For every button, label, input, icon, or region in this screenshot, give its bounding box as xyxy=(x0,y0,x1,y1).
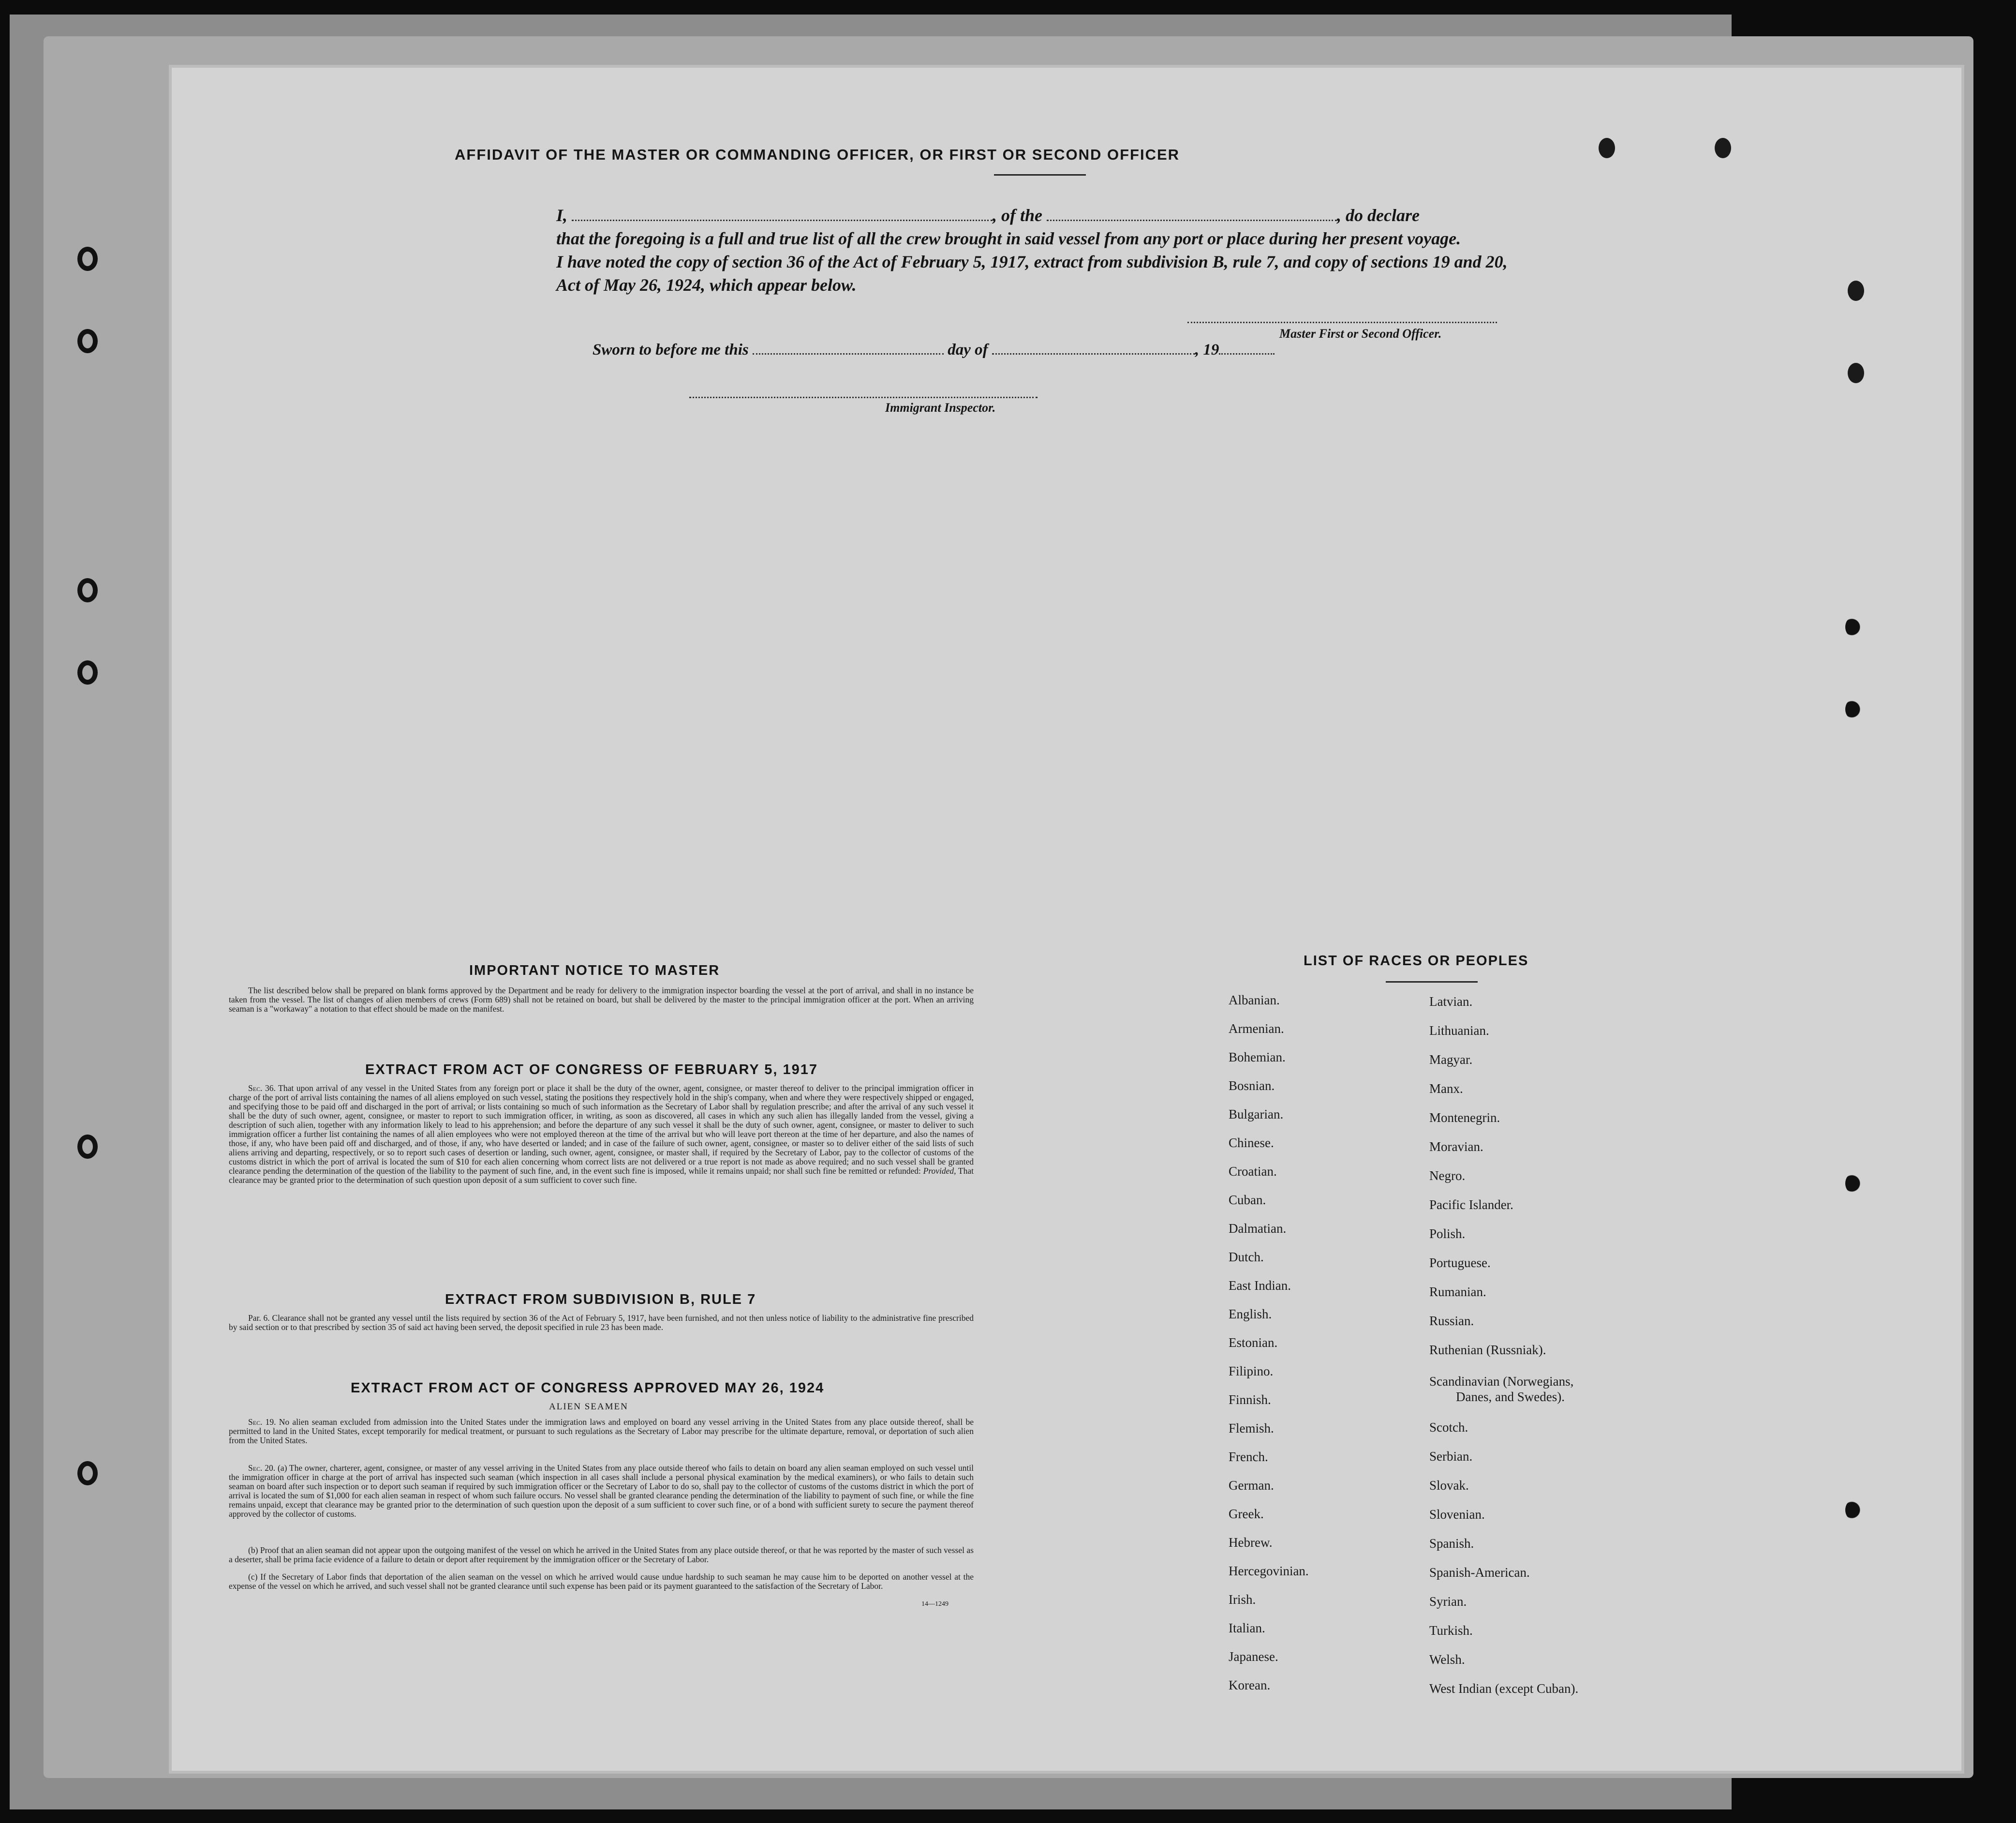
race-item: Polish. xyxy=(1429,1226,1466,1241)
race-item: Italian. xyxy=(1229,1621,1265,1635)
race-item: Croatian. xyxy=(1229,1164,1277,1179)
affidavit-line-3: I have noted the copy of section 36 of the Act of February 5, 1917, extract from subdivision B, rule 7, and copy of sections 19 and 20, xyxy=(556,252,1508,271)
extract-1924-title: EXTRACT FROM ACT OF CONGRESS APPROVED MAY 26, 1924 xyxy=(351,1380,825,1396)
sec-36-body: That upon arrival of any vessel in the United States from any foreign port or place it shall be the duty of the owner, agent, consignee, or master thereof to deliver to the principal immigration officer in charge of the port of arrival lists containing the names of all aliens employed on such vessel, stating the positions they respectively hold in the ship's company, when and where they were respectively shipped or engaged, and specifying those to be paid off and discharged in the port of arrival; or lists containing so much of such information as the Secretary of Labor shall by regulation prescribe; and after the arrival of any such vessel it shall be the duty of such owner, agent, consignee, or master to report to such immigration officer, in writing, as soon as discovered, all cases in which any such alien has illegally landed from the vessel, giving a description of such alien, together with any information likely to lead to his apprehension; and before the departure of any such vessel it shall be the duty of such owner, agent, consignee, or master to deliver to such immigration officer a further list containing the names of all alien employees who were not employed thereon at the time of the arrival but who will leave port thereon at the time of her departure, and also the names of those, if any, who have been paid off and discharged, and of those, if any, who have deserted or landed; and in case of the failure of such owner, agent, consignee, or master so to deliver either of the said lists of such aliens arriving and departing, respectively, or so to report such cases of desertion or landing, such owner, agent, consignee, or master shall, if required by the Secretary of Labor, pay to the collector of customs of the customs district in which the port of arrival is located the sum of $10 for each alien concerning whom correct lists are not delivered or a true report is not made as above required; and no such vessel shall be granted clearance pending the determination of the question of the liability to the payment of such fine, and, in the event such fine is imposed, while it remains unpaid; nor shall such fine be remitted or refunded: xyxy=(229,1083,974,1176)
sworn-line xyxy=(593,339,1275,361)
race-item: Dalmatian. xyxy=(1229,1221,1287,1236)
race-item: Hercegovinian. xyxy=(1229,1564,1309,1578)
punch-hole-top-1 xyxy=(1599,138,1615,158)
race-item: Dutch. xyxy=(1229,1250,1264,1264)
race-item: Montenegrin. xyxy=(1429,1110,1500,1125)
sworn-month-field[interactable] xyxy=(992,340,1195,355)
race-item: Spanish-American. xyxy=(1429,1565,1530,1580)
race-item: Lithuanian. xyxy=(1429,1023,1489,1038)
master-signature-caption: Master First or Second Officer. xyxy=(1279,327,1442,341)
race-item: French. xyxy=(1229,1449,1268,1464)
punch-hole-left-3 xyxy=(77,578,98,602)
punch-hole-top-2 xyxy=(1715,138,1731,158)
proviso-label: Provided, xyxy=(923,1166,956,1176)
sec-36-label: Sec. 36. xyxy=(248,1083,276,1093)
form-number: 14—1249 xyxy=(921,1600,949,1608)
sec-19-text xyxy=(229,1418,974,1445)
race-item: German. xyxy=(1229,1478,1274,1493)
race-item: Greek. xyxy=(1229,1507,1264,1521)
race-item: Chinese. xyxy=(1229,1136,1274,1150)
race-item: Estonian. xyxy=(1229,1335,1278,1350)
race-item: Portuguese. xyxy=(1429,1255,1491,1270)
extract-1917-text xyxy=(229,1084,974,1185)
extract-1917-title: EXTRACT FROM ACT OF CONGRESS OF FEBRUARY 5, 1917 xyxy=(365,1062,818,1077)
punch-hole-left-5 xyxy=(77,1135,98,1159)
races-title-rule xyxy=(1386,981,1478,983)
punch-hole-left-1 xyxy=(77,247,98,271)
race-item: Slovenian. xyxy=(1429,1507,1485,1522)
sworn-day-field[interactable] xyxy=(753,340,944,355)
race-item: East Indian. xyxy=(1229,1278,1291,1293)
punch-hole-left-4 xyxy=(77,660,98,685)
races-title: LIST OF RACES OR PEOPLES xyxy=(1304,953,1529,969)
sec-20c-text: (c) If the Secretary of Labor finds that deportation of the alien seaman on the vessel on which he arrived would cause undue hardship to such seaman he may cause him to be deported on another vessel at the expense of the vessel on which he arrived, and such vessel shall not be granted clearance until such expense has been paid or its payment guaranteed to the satisfaction of the Secretary of Labor. xyxy=(229,1572,974,1591)
race-item: Negro. xyxy=(1429,1168,1466,1183)
sworn-year-field[interactable] xyxy=(1219,340,1275,355)
race-item: Filipino. xyxy=(1229,1364,1274,1378)
race-item: Armenian. xyxy=(1229,1021,1284,1036)
race-item: Russian. xyxy=(1429,1314,1474,1328)
affidavit-line-4: Act of May 26, 1924, which appear below. xyxy=(556,275,857,295)
punch-hole-right-1 xyxy=(1848,281,1864,301)
sec-20-label: Sec. 20. xyxy=(248,1463,276,1473)
sworn-year-label: , 19 xyxy=(1195,341,1219,359)
sec-20a-body: (a) The owner, charterer, agent, consignee, or master of any vessel arriving in the United States from any place outside thereof who fails to detain on board any alien seaman employed on such vessel until the immigration officer in charge at the port of arrival has inspected such seaman (which inspection in all cases shall include a personal physical examination by the medical examiners), or who fails to detain such seaman on board after such inspection or to deport such seaman if required by such immigration officer or the Secretary of Labor to do so, shall pay to the collector of customs of the customs district in which the port of arrival is located the sum of $1,000 for each alien seaman in respect of whom such failure occurs. No vessel shall be granted clearance pending the determination of the liability to payment of such fine, or while the fine remains unpaid, except that clearance may be granted prior to the determination of such question upon the deposit of a sum sufficient to cover such fine, or of a bond with sufficient surety to secure the payment thereof approved by the collector of customs. xyxy=(229,1463,974,1519)
affidavit-title: AFFIDAVIT OF THE MASTER OR COMMANDING OFFICER, OR FIRST OR SECOND OFFICER xyxy=(455,146,1180,163)
race-item: Welsh. xyxy=(1429,1652,1465,1667)
inspector-signature-line[interactable] xyxy=(689,397,1038,398)
alien-seamen-subtitle: ALIEN SEAMEN xyxy=(549,1402,628,1412)
race-item: Turkish. xyxy=(1429,1623,1473,1638)
race-item: Ruthenian (Russniak). xyxy=(1429,1343,1546,1357)
punch-hole-right-5 xyxy=(1845,1173,1862,1194)
race-item: Latvian. xyxy=(1429,994,1473,1009)
affidavit-title-rule xyxy=(994,174,1086,176)
declarant-label: I, xyxy=(556,206,568,225)
punch-hole-right-2 xyxy=(1848,363,1864,383)
race-item: Serbian. xyxy=(1429,1449,1473,1464)
affidavit-line-2: that the foregoing is a full and true list of all the crew brought in said vessel from any port or place during her present voyage. xyxy=(556,229,1461,248)
sec-20b-text: (b) Proof that an alien seaman did not appear upon the outgoing manifest of the vessel on which he arrived in the United States from any place outside thereof, or that he was reported by the master of such vessel as a deserter, shall be prima facie evidence of a failure to detain or deport after requirement by the immigration officer or the Secretary of Labor. xyxy=(229,1545,974,1564)
manifest-page xyxy=(172,68,1961,1771)
punch-hole-left-2 xyxy=(77,329,98,353)
race-item: Japanese. xyxy=(1229,1649,1278,1664)
punch-hole-right-4 xyxy=(1845,699,1862,719)
race-item: Scandinavian (Norwegians, xyxy=(1429,1374,1574,1389)
race-item: Bosnian. xyxy=(1229,1078,1275,1093)
sec-19-body: No alien seaman excluded from admission into the United States under the immigration laws and employed on board any vessel arriving in the United States from any place outside thereof, shall be permitted to land in the United States, except temporarily for medical treatment, or pursuant to such regulations as the Secretary of Labor may prescribe for the ultimate departure, removal, or deportation of such alien from the United States. xyxy=(229,1417,974,1445)
extract-rule7-text: Par. 6. Clearance shall not be granted any vessel until the lists required by section 36 of the Act of February 5, 1917, have been furnished, and not then unless notice of liability to the administrative fine prescribed by said section or to that prescribed by section 35 of said act having been served, the deposit specified in rule 23 has been made. xyxy=(229,1313,974,1332)
declarant-name-field[interactable] xyxy=(572,206,993,221)
race-item: West Indian (except Cuban). xyxy=(1429,1681,1579,1696)
race-item: Bohemian. xyxy=(1229,1050,1286,1064)
race-item: Scotch. xyxy=(1429,1420,1468,1434)
punch-hole-right-3 xyxy=(1845,617,1862,637)
race-item: English. xyxy=(1229,1307,1272,1321)
race-item: Irish. xyxy=(1229,1592,1256,1607)
race-item: Albanian. xyxy=(1229,993,1280,1007)
race-item: Finnish. xyxy=(1229,1392,1271,1407)
punch-hole-left-6 xyxy=(77,1461,98,1485)
proviso-body: That clearance may be granted prior to the determination of such question upon deposit of a sum sufficient to cover such fine. xyxy=(229,1166,974,1185)
vessel-name-field[interactable] xyxy=(1047,206,1337,221)
sworn-day-label: day of xyxy=(948,341,988,359)
race-item: Hebrew. xyxy=(1229,1535,1273,1550)
punch-hole-right-6 xyxy=(1845,1500,1862,1520)
race-item: Syrian. xyxy=(1429,1594,1467,1609)
inspector-signature-caption: Immigrant Inspector. xyxy=(885,401,996,415)
race-item: Moravian. xyxy=(1429,1139,1483,1154)
sworn-label: Sworn to before me this xyxy=(593,341,749,359)
race-item: Magyar. xyxy=(1429,1052,1473,1067)
extract-rule7-title: EXTRACT FROM SUBDIVISION B, RULE 7 xyxy=(445,1292,756,1307)
notice-text: The list described below shall be prepared on blank forms approved by the Department and be ready for delivery to the immigration inspector boarding the vessel at the port of arrival, and shall in no instance be taken from the vessel. The list of changes of alien members of crews (Form 689) shall not be retained on board, but shall be delivered by the master to the principal immigration officer at the port. When an arriving seaman is a "workaway" a notation to that effect should be made on the manifest. xyxy=(229,986,974,1014)
sec-19-label: Sec. 19. xyxy=(248,1417,276,1427)
vessel-label: , of the xyxy=(993,206,1043,225)
race-item: Bulgarian. xyxy=(1229,1107,1284,1121)
declare-label: , do declare xyxy=(1337,206,1420,225)
master-signature-line[interactable] xyxy=(1187,322,1497,323)
race-item: Flemish. xyxy=(1229,1421,1274,1435)
race-item: Cuban. xyxy=(1229,1193,1266,1207)
race-item: Manx. xyxy=(1429,1081,1463,1096)
affidavit-declaration-line xyxy=(556,204,1420,226)
race-item: Slovak. xyxy=(1429,1478,1469,1493)
race-item: Danes, and Swedes). xyxy=(1456,1390,1565,1404)
race-item: Pacific Islander. xyxy=(1429,1197,1513,1212)
notice-title: IMPORTANT NOTICE TO MASTER xyxy=(469,963,720,978)
race-item: Rumanian. xyxy=(1429,1285,1486,1299)
race-item: Spanish. xyxy=(1429,1536,1474,1551)
race-item: Korean. xyxy=(1229,1678,1271,1692)
sec-20a-text xyxy=(229,1464,974,1519)
